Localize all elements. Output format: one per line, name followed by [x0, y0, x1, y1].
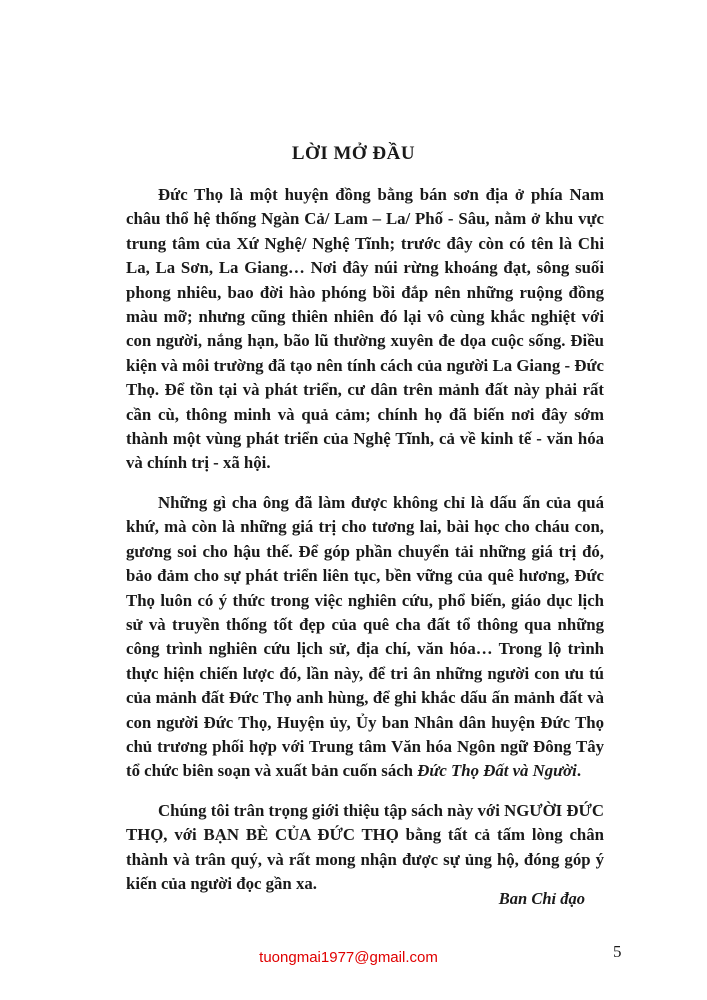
email-text: tuongmai1977@gmail.com [259, 949, 438, 966]
paragraph-3: Chúng tôi trân trọng giới thiệu tập sách này với NGƯỜI ĐỨC THỌ, với BẠN BÈ CỦA ĐỨC THỌ bằng tất cả tấm lòng chân thành và trân quý, và rất mong nhận được sự ủng hộ, đóng góp ý kiến của người đọc gần xa. [126, 800, 604, 893]
paragraph-2-text: Những gì cha ông đã làm được không chỉ là dấu ấn của quá khứ, mà còn là những giá trị cho tương lai, bài học cho cháu con, gương soi cho hậu thế. Để góp phần chuyển tải những giá trị đó, bảo đảm cho sự phát triển liên tục, bền vững của quê hương, Đức Thọ luôn có ý thức trong việc nghiên cứu, phổ biến, giáo dục lịch sử và truyền thống tốt đẹp của quê cha đất tổ thông qua những công trình nghiên cứu lịch sử, địa chí, văn hóa… Trong lộ trình thực hiện chiến lược đó, lần này, để tri ân những người con ưu tú của mảnh đất Đức Thọ anh hùng, để ghi khắc dấu ấn mảnh đất và con người Đức Thọ, Huyện ủy, Ủy ban Nhân dân huyện Đức Thọ chủ trương phối hợp với Trung tâm Văn hóa Ngôn ngữ Đông Tây tổ chức biên soạn và xuất bản cuốn sách [126, 492, 604, 781]
signature: Ban Chỉ đạo [498, 889, 585, 908]
paragraph-2 [126, 491, 604, 784]
paragraph-1: Đức Thọ là một huyện đồng bằng bán sơn địa ở phía Nam châu thổ hệ thống Ngàn Cả/ Lam – La/ Phố - Sâu, nằm ở khu vực trung tâm của Xứ Nghệ/ Nghệ Tĩnh; trước đây còn có tên là Chi La, La Sơn, La Giang… Nơi đây núi rừng khoáng đạt, sông suối phong nhiêu, bao đời hào phóng bồi đắp nên những ruộng đồng màu mỡ; nhưng cũng thiên nhiên đó lại vô cùng khắc nghiệt với con người, nắng hạn, bão lũ thường xuyên đe dọa cuộc sống. Điều kiện và môi trường đã tạo nên tính cách của người La Giang - Đức Thọ. Để tồn tại và phát triển, cư dân trên mảnh đất này phải rất cần cù, thông minh và quả cảm; chính họ đã biến nơi đây sớm thành một vùng phát triển của Nghệ Tĩnh, cả về kinh tế - văn hóa và chính trị - xã hội. [126, 185, 604, 473]
page-number: 5 [613, 942, 622, 961]
email-watermark [0, 949, 707, 966]
book-title: Đức Thọ Đất và Người [417, 761, 577, 781]
paragraph-2-end: . [576, 761, 582, 781]
page-title: LỜI MỞ ĐẦU [291, 143, 416, 164]
body-text [126, 183, 604, 911]
